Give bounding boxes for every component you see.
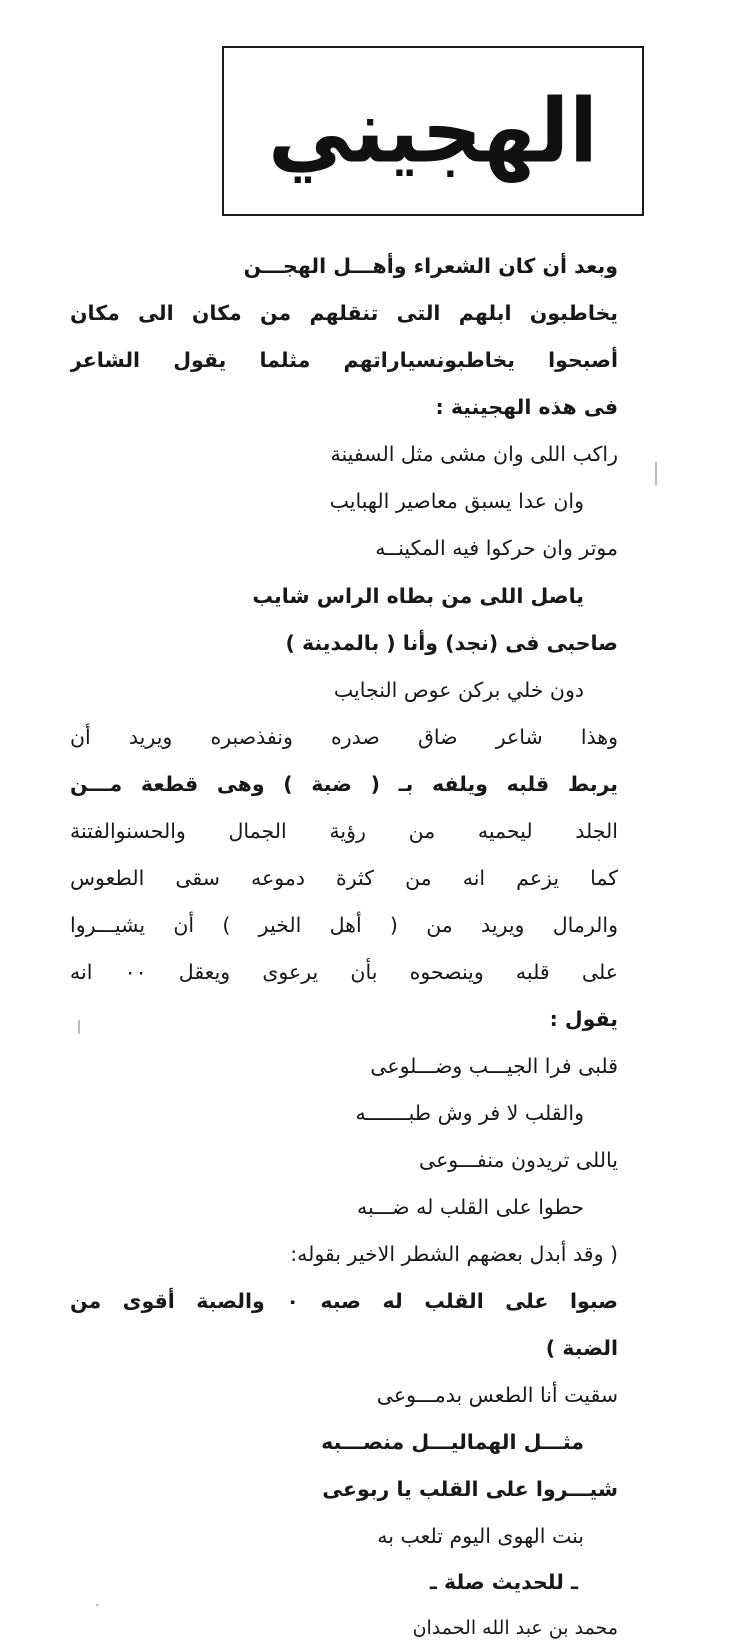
article-line: كما يزعم انه من كثرة دموعه سقى الطعوس (70, 866, 618, 890)
poem-line: دون خلي بركن عوص النجايب (333, 678, 584, 702)
poem-line: راكب اللى وان مشى مثل السفينة (330, 442, 618, 466)
poem-line: صاحبى فى (نجد) وأنا ( بالمدينة ) (285, 631, 618, 655)
article-line: على قلبه وينصحوه بأن يرعوى ويعقل ٠٠ انه (70, 960, 618, 984)
article-line: يربط قلبه ويلفه بـ ( ضبة ) وهى قطعة مـــن (70, 772, 618, 796)
article-line: الجلد ليحميه من رؤية الجمال والحسنوالفتنة (70, 819, 618, 843)
article-line: وبعد أن كان الشعراء وأهـــل الهجـــن (243, 254, 618, 278)
poem-line: شيـــروا على القلب يا ربوعى (322, 1477, 618, 1501)
poem-line: ياصل اللى من بطاه الراس شايب (252, 584, 584, 608)
poem-line: والقلب لا فر وش طبـــــــه (355, 1101, 584, 1125)
poem-line: وان عدا يسبق معاصير الهبايب (329, 489, 584, 513)
print-speck (655, 462, 657, 486)
title-box (222, 46, 644, 216)
article-line: والرمال ويريد من ( أهل الخير ) أن يشيـــروا (70, 913, 618, 937)
poem-line: بنت الهوى اليوم تلعب به (377, 1524, 584, 1548)
article-line: الضبة ) (545, 1336, 618, 1360)
poem-line: سقيت أنا الطعس بدمـــوعى (376, 1383, 618, 1407)
article-line: ( وقد أبدل بعضهم الشطر الاخير بقوله: (290, 1242, 618, 1266)
article-line: أصبحوا يخاطبونسياراتهم مثلما يقول الشاعر (70, 348, 618, 372)
print-speck (78, 1020, 80, 1034)
poem-line: مثـــل الهماليـــل منصـــبه (321, 1430, 584, 1454)
article-line: يخاطبون ابلهم التى تنقلهم من مكان الى مكان (70, 301, 618, 325)
poem-line: موتر وان حركوا فيه المكينــه (375, 536, 618, 560)
article-line: يقول : (549, 1007, 618, 1031)
author-signature: محمد بن عبد الله الحمدان (412, 1617, 618, 1639)
article-line: فى هذه الهجينية : (435, 395, 618, 419)
article-line: وهذا شاعر ضاق صدره ونفذصبره ويريد أن (70, 725, 618, 749)
poem-line: حطوا على القلب له ضـــبه (356, 1195, 584, 1219)
poem-line: قلبى فرا الجيـــب وضـــلوعى (370, 1054, 618, 1078)
poem-line: ياللى تريدون منفـــوعى (418, 1148, 618, 1172)
article-title: الهجيني (268, 79, 598, 183)
article-line: صبوا على القلب له صبه ٠ والصبة أقوى من (70, 1289, 618, 1313)
continuation-note: ـ للحديث صلة ـ (429, 1570, 578, 1594)
